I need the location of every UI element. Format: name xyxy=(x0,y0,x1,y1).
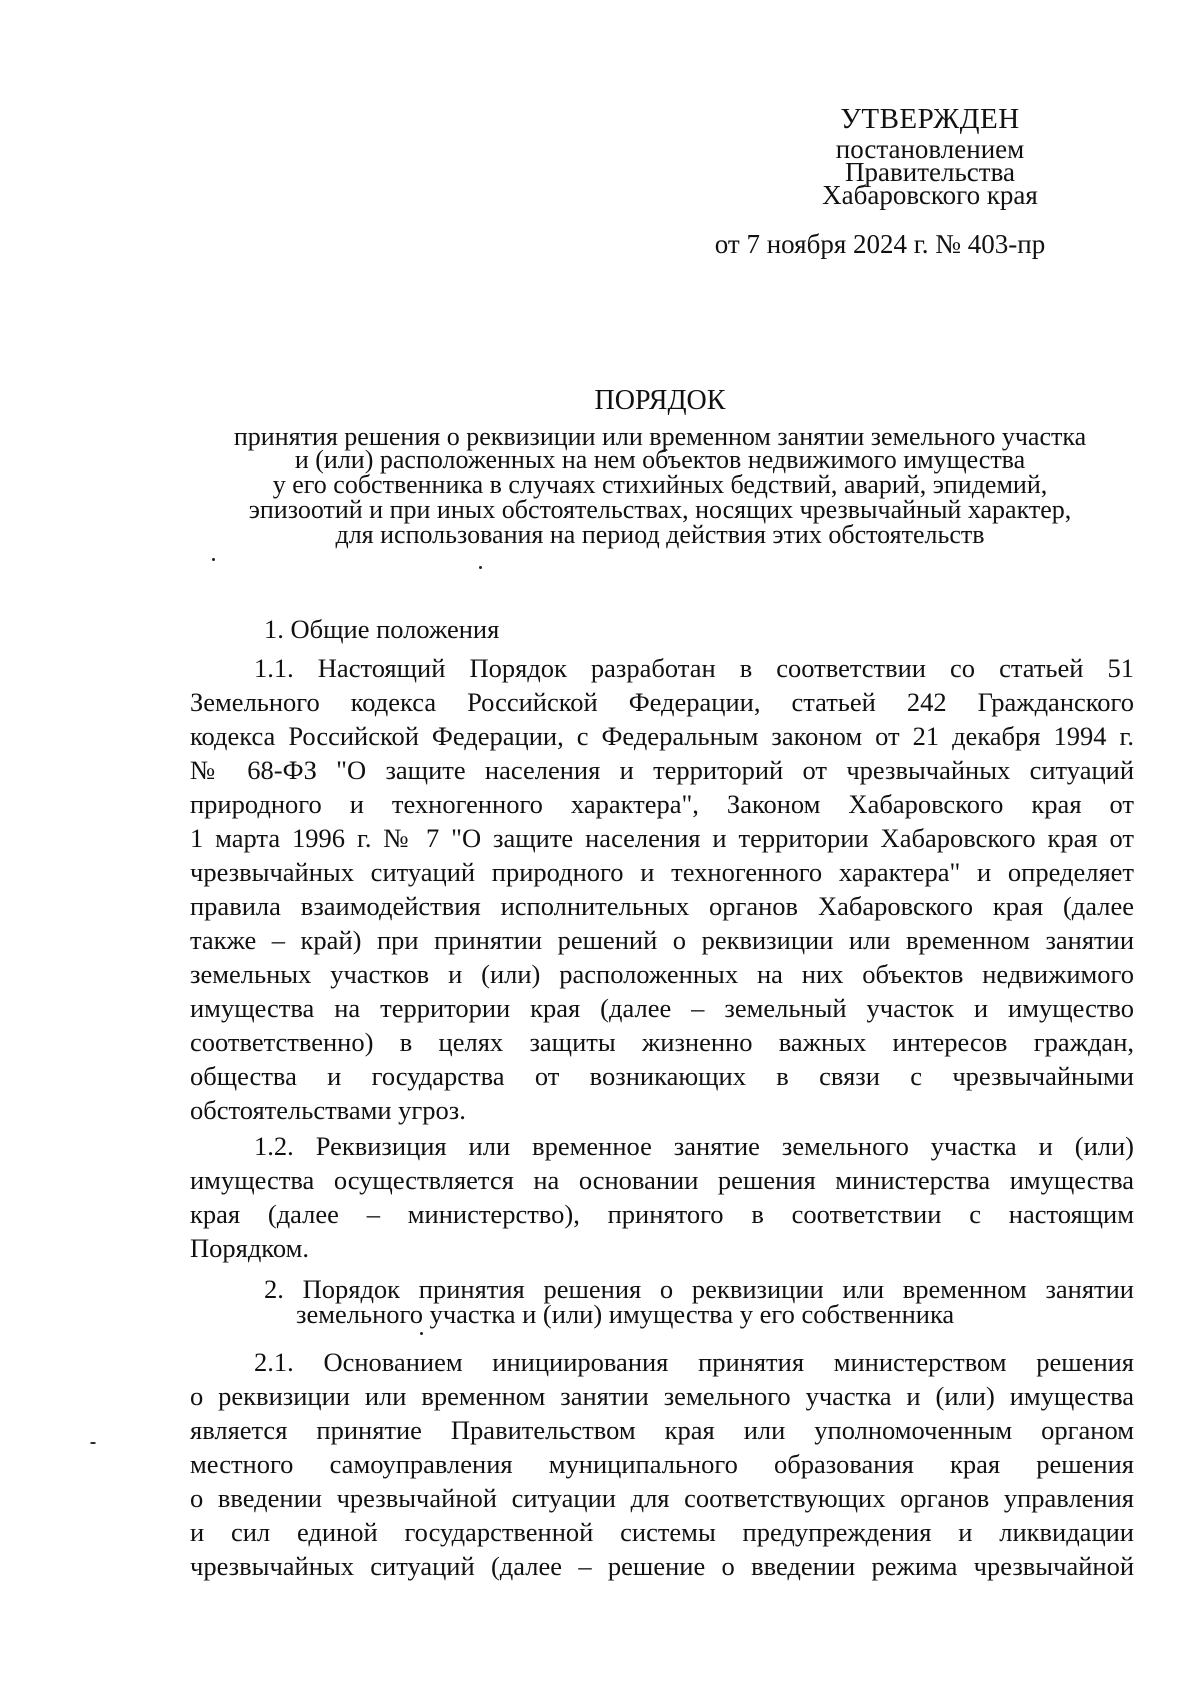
paragraph-1-1-line: Земельного кодекса Российской Федерации, статьей 242 Гражданского xyxy=(190,687,1134,717)
document-title: ПОРЯДОК xyxy=(594,385,726,416)
paragraph-1-1-line: чрезвычайных ситуаций природного и техногенного характера" и определяет xyxy=(190,857,1134,887)
title-line-4: эпизоотий и при иных обстоятельствах, носящих чрезвычайный характер, xyxy=(248,495,1072,524)
section-1-heading: 1. Общие положения xyxy=(264,614,500,644)
paragraph-1-1-line: имущества на территории края (далее – земельный участок и имущество xyxy=(190,993,1134,1023)
paragraph-1-1-line: № 68-ФЗ "О защите населения и территорий от чрезвычайных ситуаций xyxy=(190,755,1134,785)
paragraph-1-1-line: общества и государства от возникающих в связи с чрезвычайными xyxy=(190,1061,1134,1091)
paragraph-1-1-line: правила взаимодействия исполнительных органов Хабаровского края (далее xyxy=(190,891,1134,921)
paragraph-1-1-line: земельных участков и (или) расположенных на них объектов недвижимого xyxy=(190,959,1134,989)
approval-line-3: Хабаровского края xyxy=(822,180,1038,210)
paragraph-1-1-line: природного и техногенного характера", Законом Хабаровского края от xyxy=(190,789,1134,819)
paragraph-1-1-line: обстоятельствами угроз. xyxy=(190,1095,466,1125)
paragraph-2-1-line: о реквизиции или временном занятии земельного участка и (или) имущества xyxy=(190,1381,1134,1411)
paragraph-1-1-line: также – край) при принятии решений о реквизиции или временном занятии xyxy=(190,925,1134,955)
scan-speck xyxy=(90,1442,96,1444)
scan-speck xyxy=(420,1332,423,1335)
section-2-heading-line-2: земельного участка и (или) имущества у его собственника xyxy=(296,1299,955,1329)
approval-date-line: от 7 ноября 2024 г. № 403-пр xyxy=(714,229,1046,259)
section-2-heading-line-1: 2. Порядок принятия решения о реквизиции или временном занятии xyxy=(264,1274,1134,1304)
title-line-2: и (или) расположенных на нем объектов недвижимого имущества xyxy=(294,445,1026,474)
paragraph-1-2-line: Порядком. xyxy=(190,1233,309,1263)
title-line-1: принятия решения о реквизиции или временном занятии земельного участка xyxy=(233,422,1087,451)
paragraph-1-2-line: края (далее – министерство), принятого в соответствии с настоящим xyxy=(190,1199,1134,1229)
paragraph-1-1-line: 1.1. Настоящий Порядок разработан в соответствии со статьей 51 xyxy=(254,653,1134,683)
approval-line-2: Правительства xyxy=(845,157,1015,187)
title-line-3: у его собственника в случаях стихийных бедствий, аварий, эпидемий, xyxy=(272,470,1048,499)
paragraph-1-2-line: имущества осуществляется на основании решения министерства имущества xyxy=(190,1165,1134,1195)
paragraph-2-1-line: является принятие Правительством края или уполномоченным органом xyxy=(190,1415,1134,1445)
title-line-5: для использования на период действия этих обстоятельств xyxy=(335,520,985,549)
paragraph-1-2-line: 1.2. Реквизиция или временное занятие земельного участка и (или) xyxy=(254,1131,1134,1161)
paragraph-2-1-line: местного самоуправления муниципального образования края решения xyxy=(190,1449,1134,1479)
paragraph-2-1-line: о введении чрезвычайной ситуации для соответствующих органов управления xyxy=(190,1483,1134,1513)
paragraph-2-1-line: чрезвычайных ситуаций (далее – решение о введении режима чрезвычайной xyxy=(190,1551,1134,1581)
paragraph-1-1-line: соответственно) в целях защиты жизненно важных интересов граждан, xyxy=(190,1027,1134,1057)
paragraph-1-1-line: кодекса Российской Федерации, с Федеральным законом от 21 декабря 1994 г. xyxy=(190,721,1134,751)
approval-line-1: постановлением xyxy=(835,134,1025,164)
scan-speck xyxy=(212,558,215,561)
approval-title: УТВЕРЖДЕН xyxy=(840,103,1020,135)
paragraph-2-1-line: 2.1. Основанием инициирования принятия министерством решения xyxy=(254,1347,1134,1377)
paragraph-2-1-line: и сил единой государственной системы предупреждения и ликвидации xyxy=(190,1517,1134,1547)
scan-speck xyxy=(479,566,482,569)
paragraph-1-1-line: 1 марта 1996 г. № 7 "О защите населения и территории Хабаровского края от xyxy=(190,823,1134,853)
